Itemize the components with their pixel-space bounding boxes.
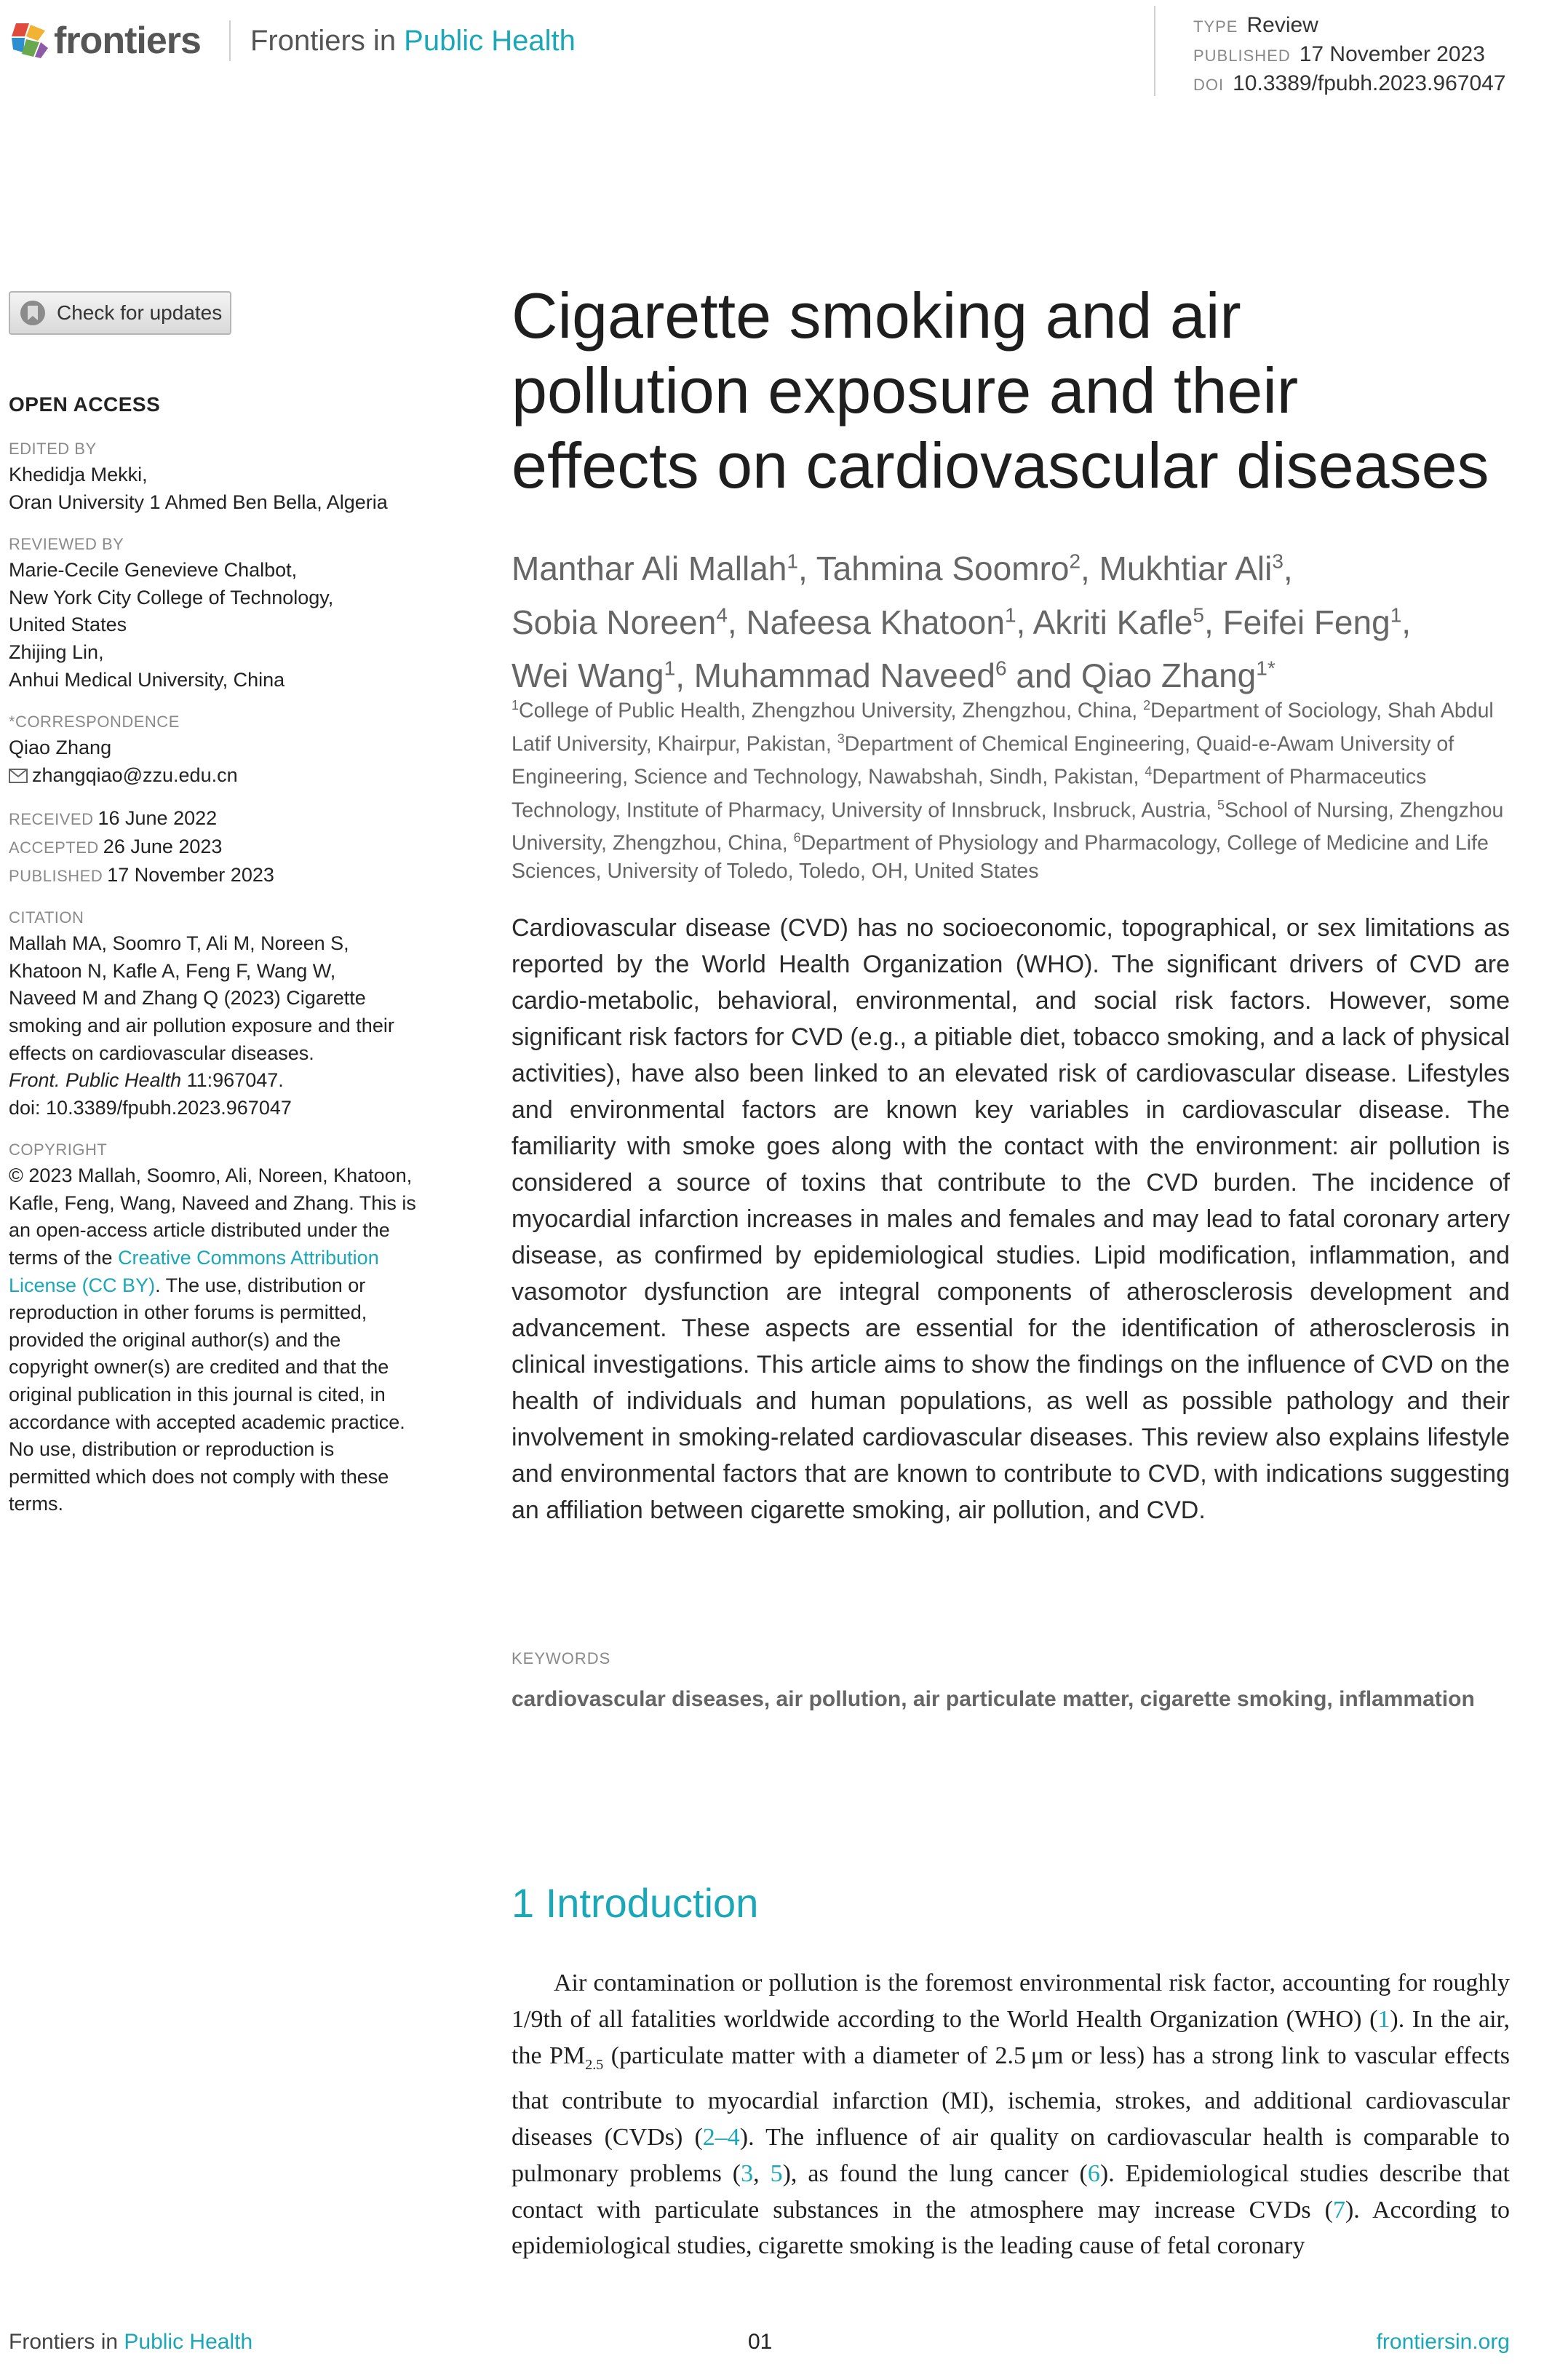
meta-type: TYPE Review <box>1193 13 1318 37</box>
reviewed-by-section: REVIEWED BY Marie-Cecile Genevieve Chalbot, New York City College of Technology, United States Zhijing Lin, Anhui Medical University, China <box>9 535 334 691</box>
author[interactable]: Tahmina Soomro$^2$ <box>816 550 1081 588</box>
author-list: Manthar Ali Mallah$^1$, Tahmina Soomro$^2$, Mukhtiar Ali$^3$, Sobia Noreen$^4$, Nafeesa Khatoon$^1$, Akriti Kafle$^5$, Feifei Feng$^1$, Wei Wang$^1$, Muhammad Naveed$^6$ and Qiao Zhang$^{1*}$ <box>512 550 1412 694</box>
edited-by-section: EDITED BY Khedidja Mekki, Oran University 1 Ahmed Ben Bella, Algeria <box>9 440 388 513</box>
meta-published: PUBLISHED 17 November 2023 <box>1193 42 1485 66</box>
correspondence-email[interactable]: zhangqiao@zzu.edu.cn <box>9 762 467 790</box>
meta-divider <box>1154 6 1155 96</box>
envelope-icon <box>9 769 28 783</box>
logo-wordmark: frontiers <box>54 20 201 62</box>
author[interactable]: Sobia Noreen$^4$ <box>512 603 728 641</box>
author[interactable]: Muhammad Naveed$^6$ <box>693 656 1007 694</box>
section-heading-introduction: 1 Introduction <box>512 1880 759 1926</box>
check-for-updates-label: Check for updates <box>57 301 223 324</box>
article-meta <box>1193 12 1506 99</box>
author[interactable]: Wei Wang$^1$ <box>512 656 676 694</box>
received-date: RECEIVED 16 June 2022 <box>9 807 218 830</box>
dates-section <box>9 805 467 889</box>
cc-by-link[interactable]: License (CC BY) <box>9 1274 156 1296</box>
abstract-text: Cardiovascular disease (CVD) has no socioeconomic, topographical, or sex limitations as reported by the World Health Organization (WHO). The significant drivers of CVD are cardio-metabolic, behavioral, environmental, and social risk factors. However, some significant risk factors for CVD (e.g., a pitiable diet, tobacco smoking, and a lack of physical activities), have also been linked to an elevated risk of cardiovascular disease. Lifestyles and environmental factors are known key variables in cardiovascular disease. The familiarity with smoke goes along with the contact with the environment: air pollution is considered a source of toxins that contribute to the CVD burden. The incidence of myocardial infarction increases in males and females and may lead to fatal coronary artery disease, as confirmed by epidemiological studies. Lipid modification, inflammation, and vasomotor dysfunction are integral components of atherosclerosis development and advancement. These aspects are essential for the identification of atherosclerosis in clinical investigations. This article aims to show the findings on the influence of CVD on the health of individuals and human populations, as well as possible pathology and their involvement in smoking-related cardiovascular diseases. This review also explains lifestyle and environmental factors that are known to contribute to CVD, with indications suggesting an affiliation between cigarette smoking, air pollution, and CVD. <box>512 914 1510 1524</box>
reference-link[interactable]: 3 <box>741 2159 754 2187</box>
citation-doi[interactable]: doi: 10.3389/fpubh.2023.967047 <box>9 1096 292 1119</box>
meta-doi[interactable]: DOI 10.3389/fpubh.2023.967047 <box>1193 71 1506 95</box>
reference-link[interactable]: 6 <box>1087 2159 1100 2187</box>
reference-link[interactable]: 1 <box>1377 2005 1390 2033</box>
open-access-label: OPEN ACCESS <box>9 393 161 416</box>
keywords-label: KEYWORDS <box>512 1649 611 1667</box>
article-info-sidebar <box>9 437 467 1534</box>
author[interactable]: Akriti Kafle$^5$ <box>1032 603 1204 641</box>
reference-link[interactable]: 4 <box>727 2123 740 2151</box>
keywords-text: cardiovascular diseases, air pollution, air particulate matter, cigarette smoking, inflammation <box>512 1687 1475 1711</box>
footer-journal[interactable]: Frontiers in Public Health <box>9 2330 253 2354</box>
bookmark-icon <box>19 299 47 327</box>
author[interactable]: Feifei Feng$^1$ <box>1222 603 1402 641</box>
journal-name: Public Health <box>404 25 576 57</box>
author[interactable]: Mukhtiar Ali$^3$ <box>1099 550 1284 588</box>
author[interactable]: Nafeesa Khatoon$^1$ <box>746 603 1016 641</box>
affiliations: $^1$College of Public Health, Zhengzhou University, Zhengzhou, China, $^2$Department of Sociology, Shah Abdul Latif University, Khairpur, Pakistan, $^3$Department of Chemical Engineering, Quaid-e-Awam University of Engineering, Science and Technology, Nawabshah, Sindh, Pakistan, $^4$Department of Pharmaceutics Technology, Institute of Pharmacy, University of Innsbruck, Insbruck, Austria, $^5$School of Nursing, Zhengzhou University, Zhengzhou, China, $^6$Department of Physiology and Pharmacology, College of Medicine and Life Sciences, University of Toledo, Toledo, OH, United States <box>512 698 1504 883</box>
frontiers-logo[interactable] <box>9 19 201 63</box>
article-title: Cigarette smoking and air pollution exposure and their effects on cardiovascular diseases <box>512 279 1489 501</box>
citation-section: CITATION Mallah MA, Soomro T, Ali M, Noreen S, Khatoon N, Kafle A, Feng F, Wang W, Naveed M and Zhang Q (2023) Cigarette smoking and air pollution exposure and their effects on cardiovascular diseases. Front. Public Health 11:967047. doi: 10.3389/fpubh.2023.967047 <box>9 905 467 1122</box>
introduction-paragraph: Air contamination or pollution is the foremost environmental risk factor, accounting for roughly 1/9th of all fatalities worldwide according to the World Health Organization (WHO) (1). In the air, the $PM_{2.5}$ (particulate matter with a diameter of 2.5 μm or less) has a strong link to vascular effects that contribute to myocardial infarction (MI), ischemia, strokes, and additional cardiovascular diseases (CVDs) (2–4). The influence of air quality on cardiovascular health is comparable to pulmonary problems (3, 5), as found the lung cancer (6). Epidemiological studies describe that contact with particulate substances in the atmosphere may increase CVDs (7). According to epidemiological studies, cigarette smoking is the leading cause of fetal coronary <box>512 1970 1510 2260</box>
copyright-section: COPYRIGHT © 2023 Mallah, Soomro, Ali, Noreen, Khatoon, Kafle, Feng, Wang, Naveed and Zhang. This is an open-access article distributed under the terms of the Creative Commons Attribution License (CC BY). The use, distribution or reproduction in other forums is permitted, provided the original author(s) and the copyright owner(s) are credited and that the original publication in this journal is cited, in accordance with accepted academic practice. No use, distribution or reproduction is permitted which does not comply with these terms. <box>9 1141 416 1515</box>
journal-prefix: Frontiers in <box>250 25 405 57</box>
author[interactable]: Manthar Ali Mallah$^1$ <box>512 550 798 588</box>
correspondence-section: *CORRESPONDENCE Qiao Zhang zhangqiao@zzu.edu.cn <box>9 710 467 789</box>
cc-license-link[interactable]: Creative Commons Attribution <box>118 1247 379 1269</box>
footer-site-link[interactable]: frontiersin.org <box>1376 2330 1510 2354</box>
accepted-date: ACCEPTED 26 June 2023 <box>9 835 223 857</box>
published-date: PUBLISHED 17 November 2023 <box>9 863 274 886</box>
reference-link[interactable]: 5 <box>770 2159 783 2187</box>
author[interactable]: Qiao Zhang$^{1*}$ <box>1081 656 1276 694</box>
reference-link[interactable]: 7 <box>1332 2196 1345 2224</box>
page-number: 01 <box>748 2330 773 2354</box>
journal-title[interactable] <box>250 25 576 57</box>
header-divider <box>229 20 231 61</box>
reference-link[interactable]: 2 <box>702 2123 715 2151</box>
frontiers-logo-icon <box>9 20 49 61</box>
check-for-updates-button[interactable] <box>9 291 231 335</box>
